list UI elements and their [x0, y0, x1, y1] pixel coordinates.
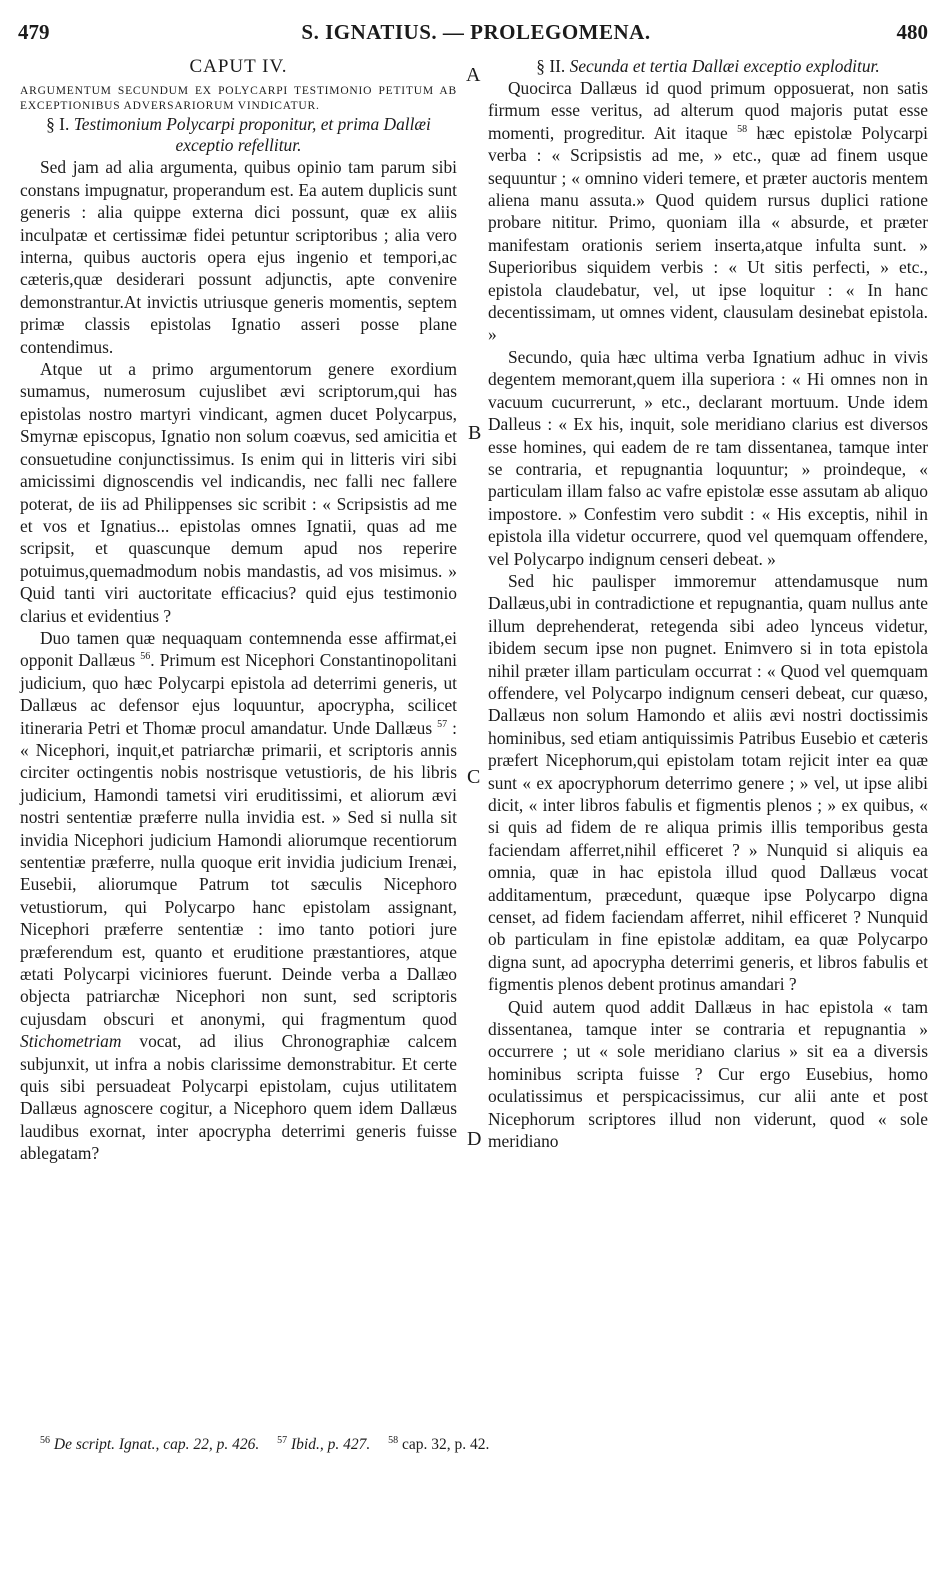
- section-2-title: Secunda et tertia Dallæi exceptio exploditur.: [569, 56, 880, 76]
- section-2-number: § II.: [536, 56, 566, 76]
- paragraph: Atque ut a primo argumentorum genere exordium sumamus, numerosum cujuslibet ævi scriptorum,qui has epistolas nostro martyri vindicant, agmen ducet Polycarpus, Smyrnæ episcopus, Ignatio non solum coævus, sed amicitia et consuetudine conjunctissimus. Is enim qui in litteris viri sibi amicissimi dignoscendis vel indicandis, nec falli nec fallere poterat, de iis ad Philippenses sic scribit : « Scripsistis ad me et vos et Ignatius... epistolas omnes Ignatii, quas ad me scripsit, et quascunque demum apud nos reperire potuimus,quemadmodum nobis mandastis, ad vos misimus. » Quid tanti viri auctoritate efficacius? quid ejus testimonio clarius et evidentius ?: [20, 359, 457, 626]
- paragraph: Secundo, quia hæc ultima verba Ignatium adhuc in vivis degentem memorant,quem illa superiora : « Hi omnes non in vacuum cucurrerunt, » etc., declarant mortuum. Unde idem Dalleus : « Ex his, inquit, sole meridiano clarius est diversos esse homines, qui eadem de re tam dissentanea, tamque inter se contraria, et repugnantia loquuntur; » proindeque, « particulam illam falso ac vafre epistolæ esse assutam ab aliquo impostore. » Confestim vero subdit : « His exceptis, nihil in epistola illa videtur occurrere, quod vel quemquam offendere, vel Polycarpo indignum censeri debeat. »: [488, 346, 928, 569]
- footnote-number: 57: [277, 1434, 288, 1446]
- page-number-right: 480: [896, 20, 928, 44]
- paragraph: Quid autem quod addit Dallæus in hac epistola « tam dissentanea, tamque inter se contraria et repugnantia » occurrere ; ut « sole meridiano clarius » sit ea a diversis hominibus scripta fuisse ? Cur ergo Eusebius, homo oculatissimus et perspicacissimus, cur alii ante et post Nicephorum scriptores illud non viderunt, quod « sole meridiano: [488, 996, 928, 1152]
- paragraph-text: Duo tamen quæ nequaquam contemnenda esse affirmat,ei opponit Dallæus: [20, 627, 457, 671]
- footnote-ref: 58: [737, 124, 748, 136]
- paragraph: Sed hic paulisper immoremur attendamusque num Dallæus,ubi in contradictione et repugnantia, quam nullus ante illum deprehenderat, retegenda sibi adeo lynceus videtur, ibidem secum ipse non pugnet. Enimvero si in tota epistola nihil præter illam particulam occurrat : « Quod vel quemquam offendere, vel Polycarpo indignum censeri debeat, cur quæso, Dallæus non solum Hamondo et aliis ævi nostri doctissimis hominibus, sed etiam antiquissimis Patribus Eusebio et cæteris præfert Nicephorum,qui epistolam totam rejicit inter ea quæ sunt « ex apocryphorum deterrimo genere ; » vel, ut ipse alibi dicit, « inter libros fabulis et figmentis plenos ; » ex quibus, « si quis ad fidem de re aliqua primis illis temporibus gesta faciendam afferret,nihil efficeret ? » Nunquid si aliquis ea omnia, quæ in hac epistola illud quod Dallæus vocat additamentum, præcedunt, quæque ipse Polycarpo dignа censet, ad fidem faciendam afferret, nihil efficeret ? Nunquid ob particulam in fine epistolæ additam, ea quæ Polycarpo digna sunt, ad apocrypha deterrimi generis, et libros fabulis et figmentis plenos debent protinus amandari ?: [488, 570, 928, 995]
- right-column: [488, 56, 928, 1153]
- chapter-argument: ARGUMENTUM SECUNDUM EX POLYCARPI TESTIMONIO PETITUM AB EXCEPTIONIBUS ADVERSARIORUM VINDICATUR.: [20, 85, 457, 113]
- left-column: [20, 56, 457, 1165]
- running-header: [0, 14, 952, 46]
- footnote-58: [388, 1436, 503, 1453]
- margin-marker-b: B: [468, 422, 482, 444]
- paragraph: [20, 627, 457, 1165]
- chapter-heading: CAPUT IV.: [189, 56, 288, 77]
- margin-marker-d: D: [467, 1128, 482, 1150]
- page-number-left: 479: [18, 20, 50, 44]
- section-1-number: § I.: [46, 114, 70, 135]
- paragraph-text: Quocirca Dallæus id quod primum opposuerat, non satis firmum esse veritus, ad alterum quod majoris putat esse momenti, progreditur. Ait itaque: [488, 78, 928, 143]
- margin-marker-c: C: [467, 766, 481, 788]
- footnote-56: [40, 1436, 259, 1453]
- footnote-number: 56: [40, 1434, 50, 1446]
- footnote-57: [277, 1436, 370, 1453]
- italic-term: Stichometriam: [20, 1031, 122, 1052]
- margin-marker-a: A: [466, 64, 481, 86]
- footnote-ref: 57: [437, 718, 448, 730]
- footnote-ref: 56: [140, 651, 151, 663]
- footnote-text: De script. Ignat., cap. 22, p. 426.: [53, 1436, 260, 1453]
- paragraph-text: : « Nicephori, inquit,et patriarchæ primarii, et scriptoris annis circiter octingentis nobis nostrisque vetustioris, de his libris judicium, Hamondi tametsi viri eruditissimi, et aliorum ævi nostri sententiæ præferre nulla invidia est. » Sed si nulla sit invidia Nicephori judicium Hamondi aliorumque recentiorum sententiæ præferre, nulla quoque erit invidia judicium Irenæi, Eusebii, aliorumque Patrum tot sæculis Nicephoro vetustiorum, qui Polycarpo hanc epistolam assignant, Nicephori præferre sententiæ : imo tanto potiori jure præferendum est, quanto et eruditione præstantiores, atque ætati Polycarpi viciniores fuerunt. Deinde verba a Dallæo objecta patriarchæ Nicephori non sunt, sed scriptoris cujusdam obscuri et anonymi, qui fragmentum quod: [20, 717, 458, 1029]
- section-2-heading: [488, 56, 928, 77]
- paragraph-text: hæc epistolæ Polycarpi verba : « Scripsistis ad me, » etc., quæ ad finem usque sequuntur ; « omnino videri temere, et præter auctoris mentem aliena manu assuta.» Quod quidem rursus duplici ratione probare nititur. Primo, quoniam illa « absurde, et præter manifestam orationis seriem inserta,atque infulta sunt. » Superioribus siquidem verbis : « Ut sitis perfecti, » etc., epistola claudebatur, vel, ut ipse loquitur : « In hanc decentissimam, ut omnes vident, clausulam desinebat epistola. »: [488, 122, 928, 345]
- paragraph: [488, 77, 928, 346]
- footnote-text: cap. 32, p. 42.: [401, 1436, 490, 1453]
- section-1-heading: [20, 114, 457, 156]
- footnotes: [40, 1436, 920, 1454]
- section-1-title: Testimonium Polycarpi proponitur, et prima Dallæi exceptio refellitur.: [73, 114, 431, 156]
- paragraph-text: . Primum est Nicephori Constantinopolitani judicium, quo hæc Polycarpi epistola ad deterrimi generis, ut Dallæus ac defensor ejus loquuntur, apocrypha, scilicet itineraria Petri et Thomæ procul amandatur. Unde Dallæus: [20, 650, 457, 738]
- footnote-number: 58: [388, 1434, 399, 1446]
- paragraph: Sed jam ad alia argumenta, quibus opinio tam parum sibi constans impugnatur, properandum est. Ea autem duplicis sunt generis : alia quippe externa dici possunt, quæ ex aliis inculpatæ et certissimæ fidei petuntur scriptoribus ; alia vero interna, quibus auctoris opera ejus ingenio et tempori,ac cæteris,quæ desiderari possunt adjunctis, apte convenire demonstrantur.At invictis utriusque generis momentis, septem primæ classis epistolas Ignatio asseri posse plane contendimus.: [20, 157, 457, 357]
- paragraph-text: vocat, ad ilius Chronographiæ calcem subjunxit, ut infra a nobis clarissime demonstrabitur. Et certe quis sibi persuadeat Polycarpi epistolam, cujus utilitatem Dallæus agnoscere cogitur, a Nicephoro quem idem Dallæus laudibus exornat, inter apocrypha deterrimi generis fuisse ablegatam?: [20, 1031, 457, 1164]
- running-title: S. IGNATIUS. — PROLEGOMENA.: [301, 20, 651, 44]
- footnote-text: Ibid., p. 427.: [290, 1436, 371, 1453]
